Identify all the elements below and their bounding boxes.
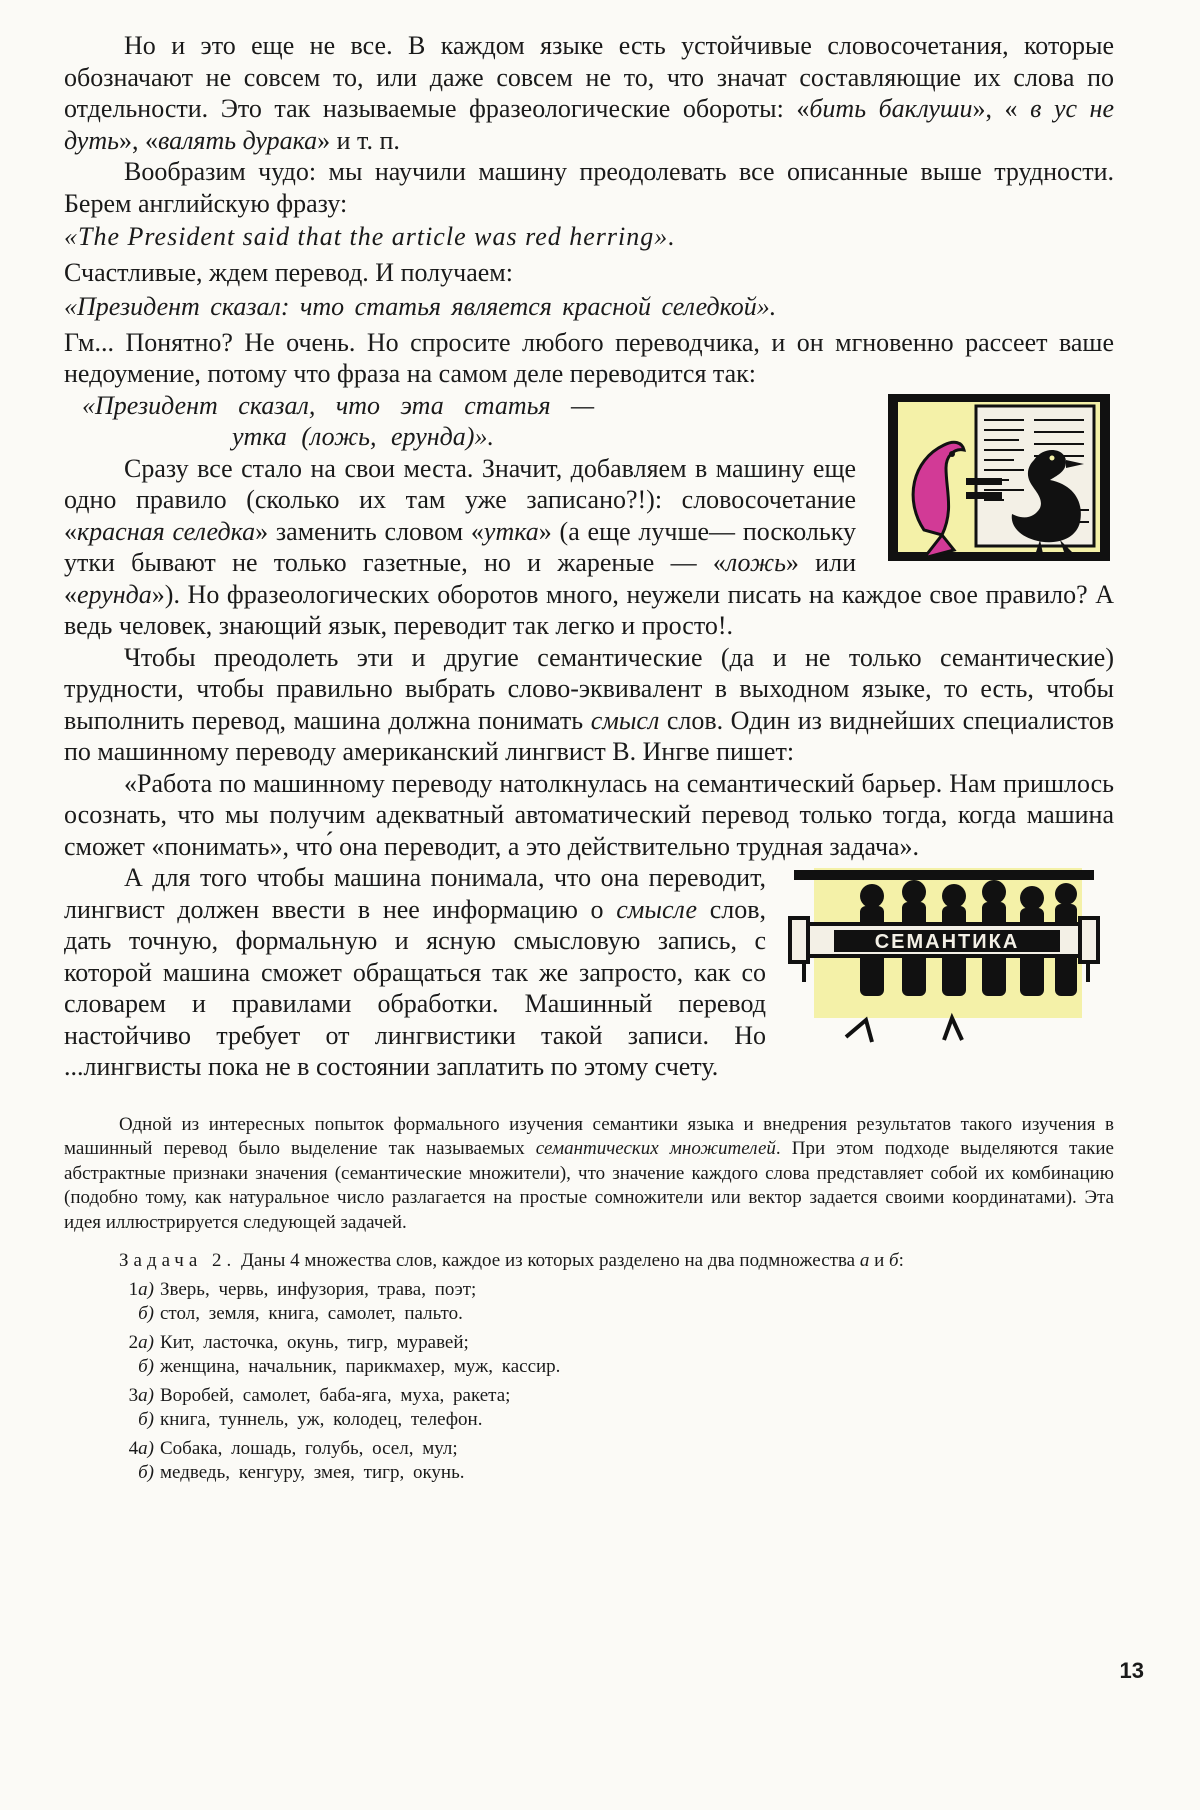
word-set-3	[64, 1384, 1114, 1433]
paragraph-waiting: Счастливые, ждем перевод. И получаем:	[64, 257, 513, 287]
set-number: 1	[128, 1278, 139, 1300]
task-2-heading	[64, 1249, 1114, 1274]
subset-letter: а	[859, 1250, 870, 1271]
item-label	[64, 1461, 160, 1486]
text-span: слов, дать точную, формальную и ясную смысловую запись, с которой машина сможет обращаться так же запросто, как со словарем и правилами обработки. Машинный перевод настойчиво требует от лингвистики такой записи. Но ...лингвисты пока не в состоянии заплатить по этому счету.	[64, 894, 766, 1081]
list-item	[64, 1384, 1114, 1409]
subset-letter: б)	[138, 1409, 154, 1430]
set-number: 4	[128, 1437, 139, 1459]
paragraph-miracle: Вообразим чудо: мы научили машину преодолевать все описанные выше трудности. Берем английскую фразу:	[64, 157, 1114, 218]
set-number: 2	[128, 1331, 139, 1353]
idiom-example: валять дурака	[157, 125, 318, 155]
list-item	[64, 1437, 1114, 1462]
text-span: », «	[972, 94, 1031, 123]
subset-letter: а)	[138, 1437, 154, 1459]
illustration-fish-equals-duck	[884, 390, 1114, 565]
paragraph-semantics	[64, 642, 1114, 768]
text-span: Но и это еще не все. В каждом языке есть устойчивые словосочетания, которые обозначают не совсем то, или даже совсем не то, что значат составляющие их слова по отдельности. Это так называемые фразеологические обороты: «	[64, 31, 1114, 123]
subset-letter: а)	[138, 1278, 154, 1300]
emphasis: ложь	[725, 548, 786, 577]
subset-letter: б)	[138, 1356, 154, 1377]
main-text	[64, 30, 1114, 1083]
subset-words: женщина, начальник, парикмахер, муж, кассир.	[160, 1356, 561, 1377]
item-label	[64, 1331, 160, 1356]
subset-letter: б)	[138, 1462, 154, 1483]
text-span: Сразу все стало на свои места. Значит, добавляем в машину еще одно правило (сколько их там уже записано?!): словосочетание «	[64, 453, 856, 546]
text-span: » и т. п.	[317, 125, 400, 155]
emphasis: ерунда	[77, 579, 152, 609]
banner-label: СЕМАНТИКА	[874, 931, 1020, 953]
text-span: »). Но фразеологических оборотов много, неужели писать на каждое свое правило? А ведь человек, знающий язык, переводит так легко и просто!.	[64, 579, 1114, 640]
subset-words: стол, земля, книга, самолет, пальто.	[160, 1303, 463, 1324]
item-label	[64, 1437, 160, 1462]
text-span: Даны 4 множества слов, каждое из которых разделено на два подмножества	[236, 1250, 860, 1271]
list-item	[64, 1461, 1114, 1486]
subset-words: Собака, лошадь, голубь, осел, мул;	[160, 1437, 458, 1459]
emphasis: семантических множителей	[535, 1138, 776, 1159]
list-item	[64, 1355, 1114, 1380]
text-span: Чтобы преодолеть эти и другие семантические (да и не только семантические) трудности, чтобы правильно выбрать слово-эквивалент в выходном языке, то есть, чтобы выполнить перевод, машина должна понимать	[64, 642, 1114, 735]
page	[64, 30, 1114, 1486]
item-label	[64, 1408, 160, 1433]
text-span: :	[898, 1250, 904, 1271]
illustration-semantics-barrier	[784, 862, 1114, 1052]
item-label	[64, 1384, 160, 1409]
word-sets-list	[64, 1278, 1114, 1486]
text-span: . При этом подходе выделяются такие абстрактные признаки значения (семантические множители), что значение каждого слова представляет собой их комбинацию (подобно тому, как натуральное число разлагается на простые сомножители или вектор задается своими координатами). Эта идея иллюстрируется следующей задачей.	[64, 1138, 1114, 1233]
text-span: » или «	[64, 548, 856, 609]
quote-correct-translation-line2: утка (ложь, ерунда)».	[232, 422, 494, 451]
quote-correct-translation-line1: «Президент сказал, что эта статья —	[82, 390, 595, 420]
subset-words: Воробей, самолет, баба-яга, муха, ракета;	[160, 1384, 511, 1406]
paragraph-semantic-multipliers	[64, 1113, 1114, 1236]
subset-letter: б)	[138, 1303, 154, 1324]
fish-duck-drawing	[884, 390, 1114, 565]
text-span: слов. Один из виднейших специалистов по машинному переводу американский лингвист В. Ингве пишет:	[64, 705, 1114, 766]
subset-letter: а)	[138, 1331, 154, 1353]
subset-words: Зверь, червь, инфузория, трава, поэт;	[160, 1278, 477, 1300]
page-number: 13	[1119, 1658, 1144, 1683]
word-set-2	[64, 1331, 1114, 1380]
list-item	[64, 1331, 1114, 1356]
text-span: » (а еще лучше— поскольку утки бывают не только газетные, но и жареные — «	[64, 516, 856, 577]
item-label	[64, 1302, 160, 1327]
list-item	[64, 1278, 1114, 1303]
paragraph-phraseology	[64, 30, 1114, 156]
subset-letter: а)	[138, 1384, 154, 1406]
item-label	[64, 1355, 160, 1380]
set-number: 3	[128, 1384, 139, 1406]
emphasis: красная селедка	[77, 516, 256, 546]
semantics-barrier-drawing	[784, 862, 1114, 1052]
item-label	[64, 1278, 160, 1303]
supplement-text	[64, 1113, 1114, 1486]
emphasis: смысл	[590, 705, 660, 735]
emphasis: смысле	[616, 894, 698, 924]
paragraph-hmm: Гм... Понятно? Не очень. Но спросите любого переводчика, и он мгновенно рассеет ваше недоумение, потому что фраза на самом деле переводится так:	[64, 327, 1114, 388]
quote-english: «The President said that the article was red herring».	[64, 222, 676, 251]
word-set-4	[64, 1437, 1114, 1486]
subset-letter: б	[889, 1250, 899, 1271]
text-span: » заменить словом «	[255, 516, 484, 546]
subset-words: Кит, ласточка, окунь, тигр, муравей;	[160, 1331, 469, 1353]
text-span: Одной из интересных попыток формального изучения семантики языка и внедрения результатов такого изучения в машинный перевод было выделение так называемых	[64, 1113, 1114, 1159]
text-span: », «	[118, 125, 158, 155]
text-span: А для того чтобы машина понимала, что она переводит, лингвист должен ввести в нее информацию о	[64, 863, 766, 924]
text-span: и	[869, 1250, 890, 1271]
idiom-example: в ус не дуть	[64, 94, 1114, 155]
paragraph-yngve-quote: «Работа по машинному переводу натолкнулась на семантический барьер. Нам пришлось осознать, что мы получим адекватный автоматический перевод только тогда, когда машина сможет «понимать», что́ она переводит, а это действительно трудная задача».	[64, 768, 1114, 861]
subset-words: книга, туннель, уж, колодец, телефон.	[160, 1409, 483, 1430]
idiom-example: бить баклуши	[809, 94, 973, 123]
list-item	[64, 1408, 1114, 1433]
list-item	[64, 1302, 1114, 1327]
task-label: Задача 2.	[119, 1250, 237, 1271]
emphasis: утка	[483, 516, 539, 546]
subset-words: медведь, кенгуру, змея, тигр, окунь.	[160, 1462, 465, 1483]
word-set-1	[64, 1278, 1114, 1327]
quote-literal-translation: «Президент сказал: что статья является красной селедкой».	[64, 292, 777, 321]
